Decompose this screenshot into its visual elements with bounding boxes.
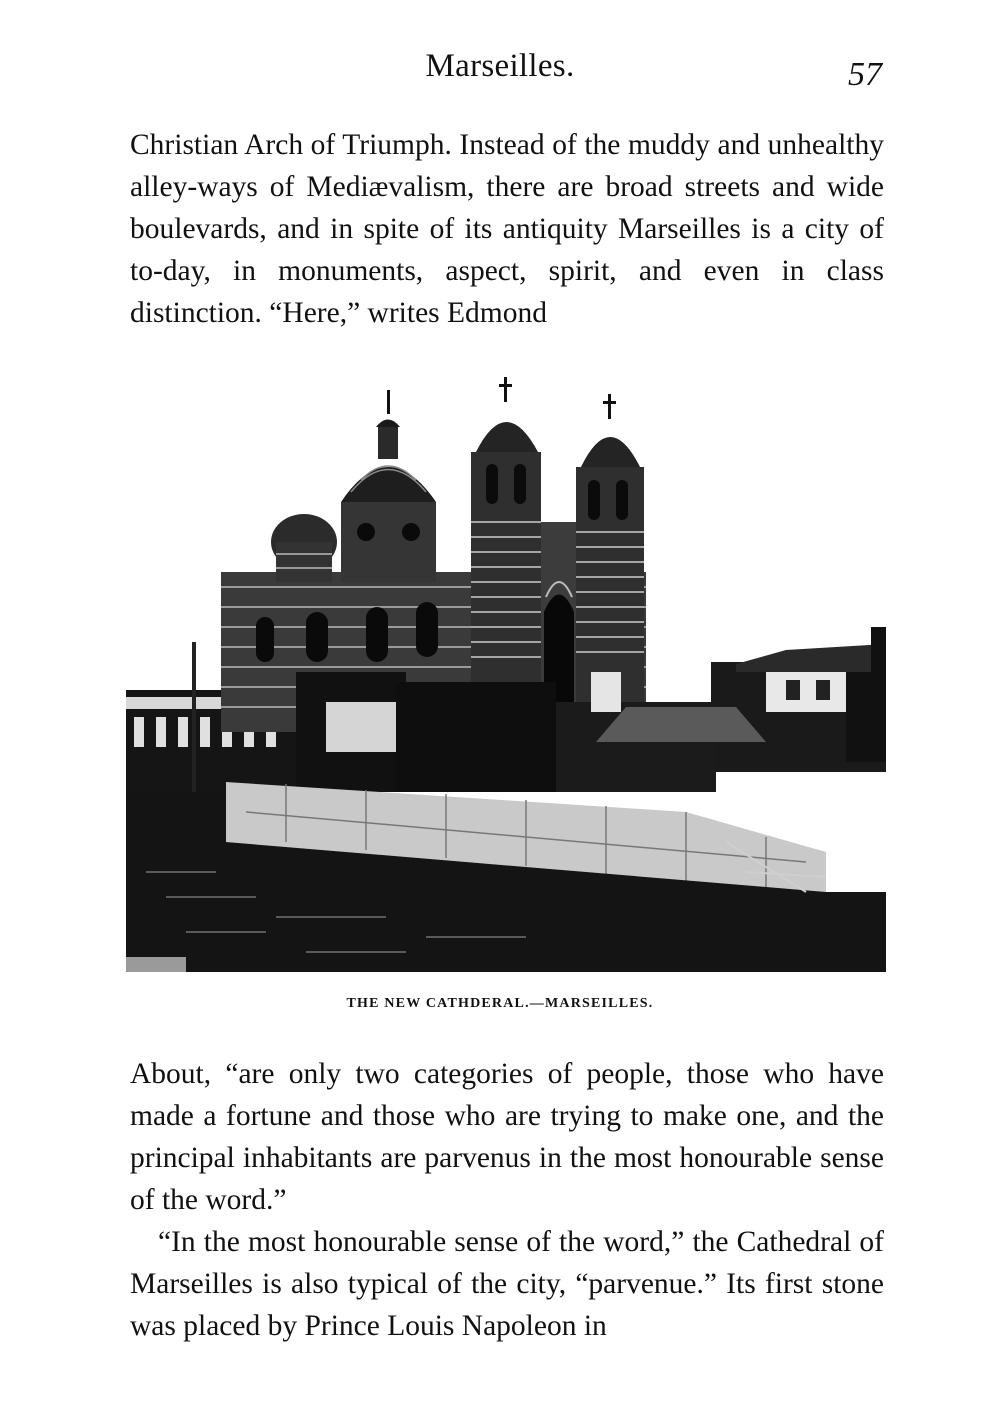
paragraph: Christian Arch of Triumph. Instead of the muddy and unhealthy alley-ways of Mediævalism, there are broad streets and wide boulevards, and in spite of its antiquity Marseilles is a city of to-day, in monuments, aspect, spirit, and even in class distinction. “Here,” writes Edmond (130, 129, 884, 329)
body-text-top (130, 124, 884, 334)
body-text-bottom (130, 1053, 884, 1347)
figure-caption: THE NEW CATHDERAL.—MARSEILLES. (346, 996, 654, 1011)
page-number: 57 (848, 56, 882, 93)
paragraph: “In the most honourable sense of the word,” the Cathedral of Marseilles is also typical of the city, “parvenue.” Its first stone was placed by Prince Louis Napoleon in (130, 1226, 884, 1342)
paragraph: About, “are only two categories of people, those who have made a fortune and those who are trying to make one, and the principal inhabitants are parvenus in the most honourable sense of the word.” (130, 1058, 884, 1216)
cathedral-photograph (126, 372, 886, 972)
running-title: Marseilles. (425, 48, 575, 84)
running-header (0, 48, 1000, 98)
